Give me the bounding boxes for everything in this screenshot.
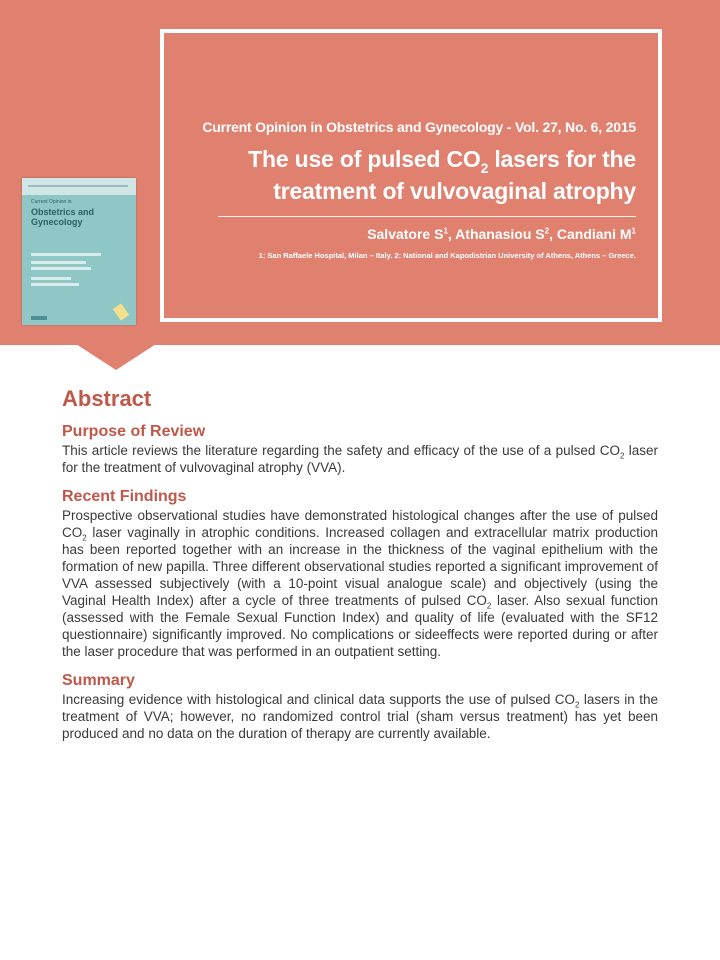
- author-name: Salvatore S: [367, 226, 444, 242]
- subscript: 2: [82, 533, 87, 543]
- purpose-heading: Purpose of Review: [62, 423, 206, 440]
- affiliations: 1: San Raffaele Hospital, Milan – Italy. 2: National and Kapodistrian University of Athens, Athens – Greece.: [258, 251, 636, 260]
- text-run: This article reviews the literature regarding the safety and efficacy of the use of a pulsed CO: [62, 443, 620, 458]
- cover-text-bar: [31, 267, 91, 270]
- cover-stamp: [113, 303, 129, 320]
- cover-text-bar: [31, 253, 101, 256]
- title-frame: [160, 29, 662, 322]
- subscript: 2: [575, 700, 580, 710]
- text-run: lasers in the treatment of VVA; however, no randomized control trial (sham versus treatment) has yet been produced and no data on the duration of therapy are currently available.: [62, 692, 658, 741]
- purpose-text: [62, 442, 658, 476]
- summary-heading: Summary: [62, 672, 135, 689]
- title-divider: [218, 216, 636, 217]
- cover-text-bar: [31, 283, 79, 286]
- text-run: laser. Also sexual function (assessed with the Female Sexual Function Index) and quality of life (evaluated with the SF12 questionnaire) significantly improved. No complications or sideeffects were reported during or after the laser procedure that was performed in an outpatient setting.: [62, 593, 658, 659]
- subscript: 2: [486, 601, 492, 611]
- title-part: lasers for the: [488, 146, 636, 172]
- title-part: The use of pulsed CO: [248, 146, 481, 172]
- findings-heading: Recent Findings: [62, 488, 187, 505]
- author-list: [164, 226, 636, 242]
- cover-journal-name: Obstetrics and Gynecology: [31, 207, 95, 227]
- cover-text-bar: [31, 261, 86, 264]
- cover-text-bar: [31, 277, 71, 280]
- text-run: laser vaginally in atrophic conditions. Increased collagen and extracellular matrix production has been reported together with an increase in the thickness of the vaginal epithelium with the formation of new papilla. Three different observational studies reported a significant improvement of VVA assessed subjectively (with a 10-point visual analogue scale) and objectively (using the Vaginal Health Index) after a cycle of three treatments of pulsed CO: [62, 525, 658, 608]
- cover-subtitle: Current Opinion in: [31, 199, 72, 205]
- author-name: Candiani M: [556, 226, 632, 242]
- cover-top-line: [28, 185, 128, 187]
- author-affiliation-mark: 2: [544, 226, 550, 236]
- author-name: Athanasiou S: [455, 226, 545, 242]
- title-subscript: 2: [480, 160, 489, 176]
- journal-cover-thumbnail: [22, 178, 136, 325]
- abstract-heading: Abstract: [62, 386, 152, 411]
- abstract-section: [62, 386, 658, 753]
- article-title: [164, 143, 636, 207]
- author-affiliation-mark: 1: [631, 226, 636, 236]
- subscript: 2: [619, 451, 625, 461]
- author-separator: ,: [549, 226, 557, 242]
- author-affiliation-mark: 1: [443, 226, 448, 236]
- journal-citation: Current Opinion in Obstetrics and Gynecology - Vol. 27, No. 6, 2015: [202, 119, 636, 135]
- findings-text: [62, 507, 658, 660]
- title-line-2: treatment of vulvovaginal atrophy: [273, 178, 636, 204]
- summary-text: [62, 691, 658, 742]
- banner-pointer: [76, 344, 156, 370]
- text-run: Prospective observational studies have demonstrated histological changes after the use of pulsed CO: [62, 508, 658, 540]
- text-run: laser for the treatment of vulvovaginal atrophy (VVA).: [62, 443, 658, 475]
- publisher-logo: [31, 316, 47, 320]
- author-separator: ,: [447, 226, 456, 242]
- text-run: Increasing evidence with histological and clinical data supports the use of pulsed CO: [62, 692, 576, 707]
